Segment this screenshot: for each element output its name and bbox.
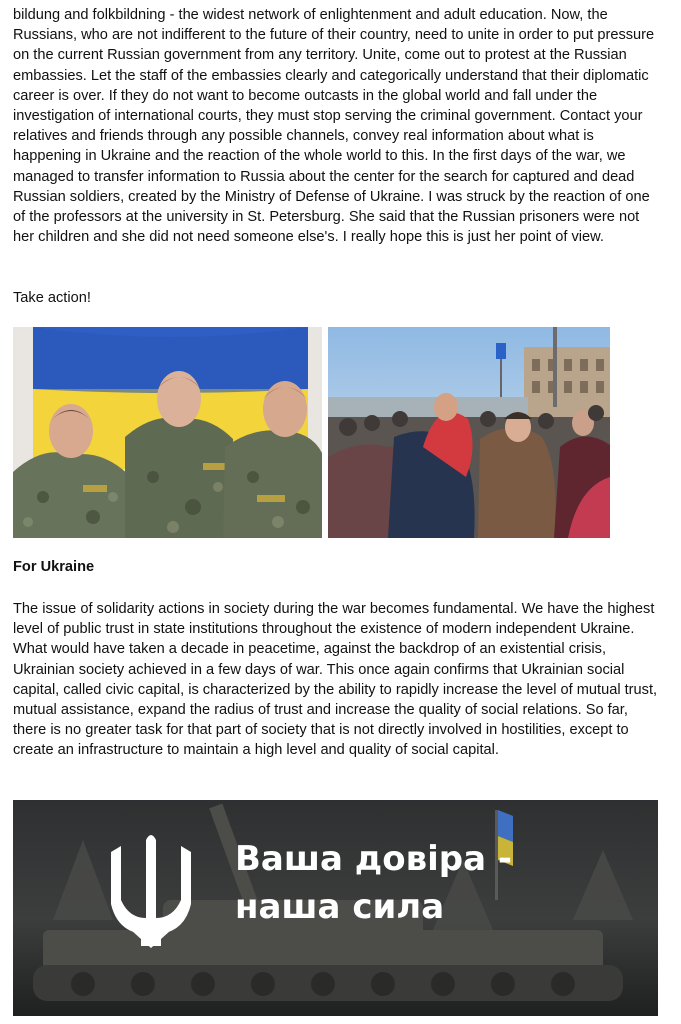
- section-heading: For Ukraine: [13, 559, 95, 575]
- call-to-action: Take action!: [13, 290, 91, 306]
- intro-paragraph: bildung and folkbildning - the widest network of enlightenment and adult education. Now, the Russians, who are not indifferent to the future of their country, need to unite in order to put pressure on the current Russian government from any territory. Unite, come out to protest at the Russian embassies. Let the staff of the embassies clearly and categorically understand that their diplomatic career is over. If they do not want to become outcasts in the global world and fall under the investigation of international courts, they must stop serving the criminal government. Contact your relatives and friends through any possible channels, convey real information about what is happening in Ukraine and the reaction of the whole world to this. In the first days of the war, we managed to transfer information to Russia about the center for the search for captured and dead Russian soldiers, created by the Ministry of Defense of Ukraine. I was struck by the reaction of one of the professors at the university in St. Petersburg. She said that the Russian prisoners were not her children and she did not need someone else's. I really hope this is just her point of view.: [13, 7, 655, 246]
- banner-line-1: Ваша довіра -: [235, 839, 512, 879]
- trust-banner-image: [13, 800, 658, 1016]
- banner-line-2: наша сила: [235, 887, 445, 927]
- street-crowd-photo: [328, 327, 610, 538]
- prisoners-photo: [13, 327, 322, 538]
- section-paragraph: The issue of solidarity actions in society during the war becomes fundamental. We have the highest level of public trust in state institutions throughout the existence of modern independent Ukraine. What would have taken a decade in peacetime, against the backdrop of an existential crisis, Ukrainian society achieved in a few days of war. This once again confirms that Ukrainian social capital, called civic capital, is characterized by the ability to rapidly increase the level of mutual trust, mutual assistance, expand the radius of trust and increase the quality of social relations. So far, there is no greater task for that part of society that is not directly involved in hostilities, except to create an infrastructure to maintain a high level and quality of social capital.: [13, 601, 658, 759]
